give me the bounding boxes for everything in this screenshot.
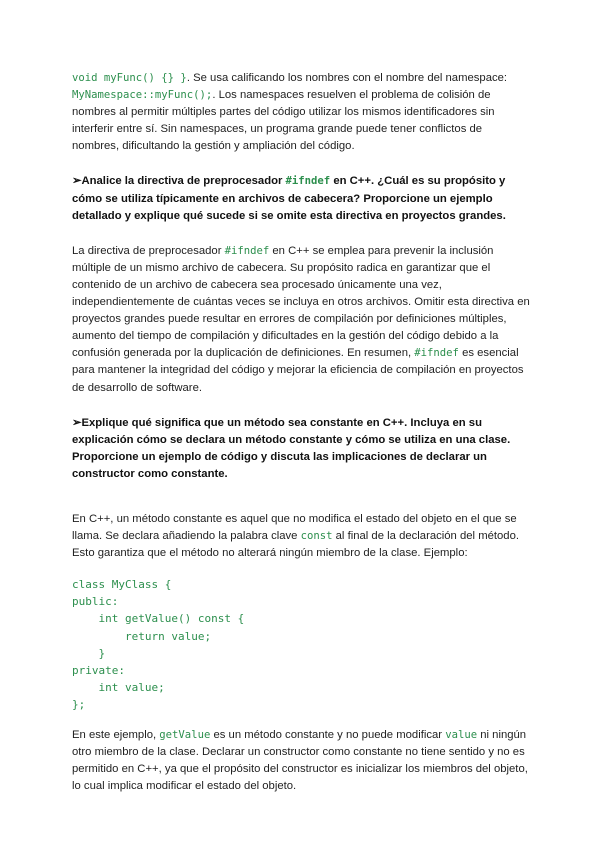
code-line: int value; xyxy=(72,680,165,694)
inline-code: MyNamespace::myFunc(); xyxy=(72,89,213,102)
code-block xyxy=(72,576,530,713)
code-line: return value; xyxy=(72,629,212,643)
answer-ifndef: La directiva de preprocesador #ifndef en C++ se emplea para prevenir la inclusión múltiple de un mismo archivo de cabecera. Su propósito radica en garantizar que el contenido de un archivo de cabecera sea procesado únicamente una vez, independientemente de cuántas veces se incluya en otros archivos. Omitir esta directiva en proyectos grandes puede resultar en errores de compilación por definiciones múltiples, aumento del tiempo de compilación y dificultades en la gestión del código debido a la confusión generada por la duplicación de definiciones. En resumen, #ifndef es esencial para mantener la integridad del código y mejorar la eficiencia de compilación en proyectos de desarrollo de software. xyxy=(72,244,530,394)
arrow-bullet-icon: ➢ xyxy=(72,175,82,188)
document-content xyxy=(72,70,530,795)
inline-code: #ifndef xyxy=(414,347,459,360)
code-line: public: xyxy=(72,595,119,609)
inline-code: void myFunc() {} } xyxy=(72,72,187,84)
inline-code: getValue xyxy=(159,729,211,741)
question-const-method: ➢Explique qué significa que un método sea constante en C++. Incluya en su explicación cómo se declara un método constante y cómo se utiliza en una clase. Proporcione un ejemplo de código y discuta las implicaciones de declarar un constructor como constante. xyxy=(72,416,511,480)
namespace-paragraph: void myFunc() {} }. Se usa calificando los nombres con el nombre del namespace: MyNamespace::myFunc();. Los namespaces resuelven el problema de colisión de nombres al permitir múltiples partes del código utilizar los mismos identificadores sin interferir entre sí. Sin namespaces, un programa grande puede tener conflictos de nombres, dificultando la gestión y ampliación del código. xyxy=(72,72,508,153)
inline-code: value xyxy=(445,729,478,741)
inline-code: const xyxy=(300,530,333,543)
code-line: } xyxy=(72,646,106,660)
example-explanation: En este ejemplo, getValue es un método constante y no puede modificar value ni ningún otro miembro de la clase. Declarar un constructor como constante no tiene sentido y no es permitido en C++, ya que el propósito del constructor es inicializar los miembros del objeto, lo cual implica modificar el estado del objeto. xyxy=(72,729,528,793)
inline-code: #ifndef xyxy=(285,175,331,188)
code-line: private: xyxy=(72,663,125,677)
question-ifndef: ➢Analice la directiva de preprocesador #ifndef en C++. ¿Cuál es su propósito y cómo se utiliza típicamente en archivos de cabecera? Proporcione un ejemplo detallado y explique qué sucede si se omite esta directiva en proyectos grandes. xyxy=(72,175,506,222)
code-line: class MyClass { xyxy=(72,578,172,592)
code-line: int getValue() const { xyxy=(72,612,245,626)
code-line: }; xyxy=(72,697,86,711)
arrow-bullet-icon: ➢ xyxy=(72,416,82,429)
inline-code: #ifndef xyxy=(224,244,270,257)
answer-const-method: En C++, un método constante es aquel que no modifica el estado del objeto en el que se llama. Se declara añadiendo la palabra clave const al final de la declaración del método. Esto garantiza que el método no alterará ningún miembro de la clase. Ejemplo: xyxy=(72,512,520,560)
